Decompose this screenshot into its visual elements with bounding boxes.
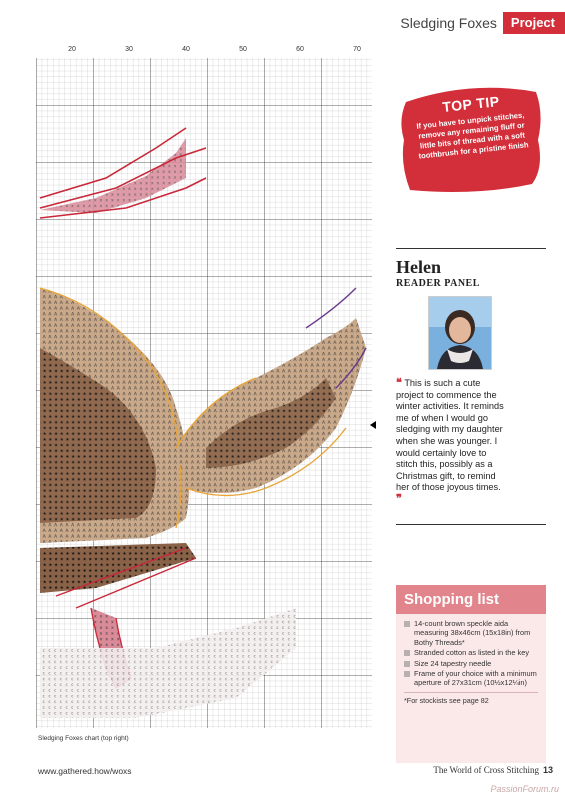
- list-item: Stranded cotton as listed in the key: [404, 648, 540, 657]
- watermark: PassionForum.ru: [490, 784, 559, 794]
- center-marker-arrow: [370, 421, 376, 429]
- chart-caption: Sledging Foxes chart (top right): [38, 735, 129, 742]
- shopping-list-box: [396, 585, 546, 763]
- stitch-grid: [36, 48, 372, 728]
- top-tip-badge: [396, 84, 546, 196]
- list-item: Size 24 tapestry needle: [404, 659, 540, 668]
- section-tag: Project: [503, 12, 565, 34]
- page-header: [400, 12, 565, 34]
- panel-divider: [396, 524, 546, 525]
- column-number: 70: [353, 46, 361, 53]
- tip-body: If you have to unpick stitches, remove any remaining fluff or little bits of thread with a soft toothbrush for a pristine finish: [415, 110, 529, 161]
- shopping-list: [396, 619, 546, 688]
- reader-panel-label: READER PANEL: [396, 278, 480, 289]
- footer-magazine: [433, 765, 553, 775]
- quote-text: This is such a cute project to commence the winter activities. It reminds me of when I would go sledging with my daughter when she was younger. I would certainly love to stitch this, possibly as a Christmas gift, to remind her of those joyous times.: [396, 378, 504, 493]
- column-number: 50: [239, 46, 247, 53]
- column-number: 30: [125, 46, 133, 53]
- reader-name: Helen: [396, 257, 441, 277]
- page-number: 13: [542, 765, 553, 775]
- tip-heading: TOP TIP: [441, 93, 501, 115]
- stockists-note: *For stockists see page 82: [404, 692, 538, 705]
- footer-url[interactable]: www.gathered.how/woxs: [38, 766, 132, 776]
- reader-photo: [428, 296, 492, 370]
- column-number: 20: [68, 46, 76, 53]
- quote-close-mark: ❞: [396, 492, 402, 505]
- list-item: 14-count brown speckle aida measuring 38x46cm (15x18in) from Bothy Threads*: [404, 619, 540, 647]
- cross-stitch-chart: [36, 48, 372, 728]
- column-number: 40: [182, 46, 190, 53]
- reader-quote: [396, 378, 508, 506]
- shopping-list-title: Shopping list: [396, 585, 546, 614]
- list-item: Frame of your choice with a minimum aperture of 27x31cm (10½x12¼in): [404, 669, 540, 688]
- column-number: 60: [296, 46, 304, 53]
- quote-open-mark: ❝: [396, 377, 402, 389]
- section-title: Sledging Foxes: [400, 15, 497, 31]
- panel-divider: [396, 248, 546, 249]
- magazine-name: The World of Cross Stitching: [433, 765, 539, 775]
